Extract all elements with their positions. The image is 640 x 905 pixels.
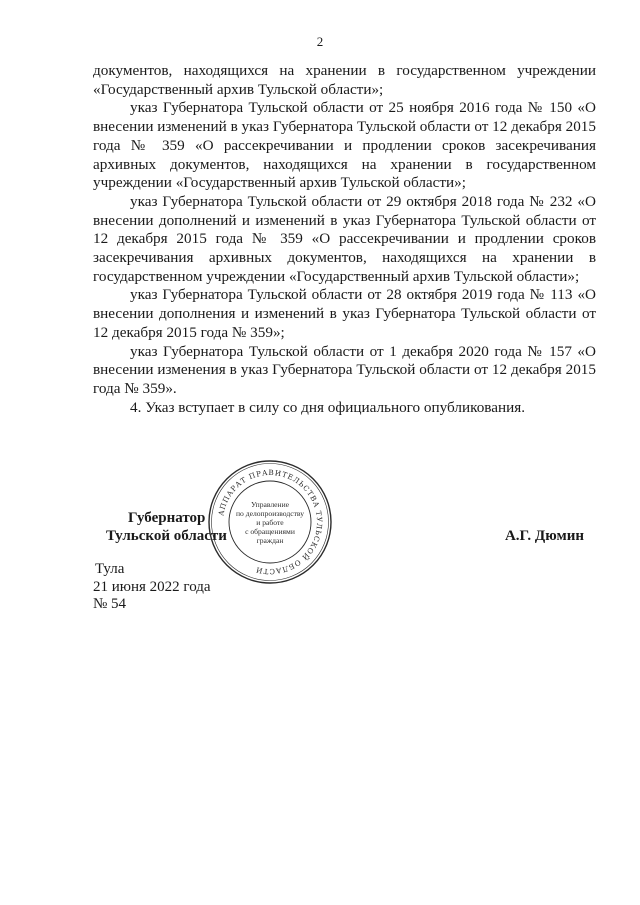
seal-center-line: граждан	[256, 536, 284, 545]
seal-center-line: Управление	[250, 500, 290, 509]
paragraph: указ Губернатора Тульской области от 29 октября 2018 года № 232 «О внесении дополнений и изменений в указ Губернатора Тульской области от 12 декабря 2015 года № 359 «О рассекречивании и продлении сроков засекречивания архивных документов, находящихся на хранении в государственном учреждении «Государственный архив Тульской области»;	[93, 192, 596, 285]
page-number: 2	[316, 34, 324, 49]
paragraph: указ Губернатора Тульской области от 1 декабря 2020 года № 157 «О внесении изменения в указ Губернатора Тульской области от 12 декабря 2015 года № 359».	[93, 342, 596, 397]
seal-center-line: и работе	[256, 518, 284, 527]
paragraph: 4. Указ вступает в силу со дня официального опубликования.	[130, 398, 526, 416]
paragraph: документов, находящихся на хранении в государственном учреждении «Государственный архив Тульской области»;	[93, 62, 596, 98]
place-date-block	[93, 561, 211, 614]
signatory-name: А.Г. Дюмин	[504, 528, 584, 544]
signature-block	[106, 508, 586, 568]
seal-center-line: по делопроизводству	[235, 509, 305, 518]
document-date: 21 июня 2022 года	[93, 578, 211, 595]
signatory-title-line2: Тульской области	[106, 528, 227, 544]
paragraph: указ Губернатора Тульской области от 25 ноября 2016 года № 150 «О внесении изменений в указ Губернатора Тульской области от 12 декабря 2015 года № 359 «О рассекречивании и продлении сроков засекречивания архивных документов, находящихся на хранении в государственном учреждении «Государственный архив Тульской области»;	[93, 99, 596, 192]
seal-center-line: с обращениями	[245, 527, 295, 536]
paragraph: указ Губернатора Тульской области от 28 октября 2019 года № 113 «О внесении дополнения и изменений в указ Губернатора Тульской области от 12 декабря 2015 года № 359»;	[93, 286, 596, 341]
seal-ring-text: АППАРАТ ПРАВИТЕЛЬСТВА ТУЛЬСКОЙ ОБЛАСТИ	[216, 467, 325, 577]
place: Тула	[95, 561, 125, 577]
document-number: № 54	[93, 596, 127, 613]
document-body	[93, 62, 596, 417]
official-seal-stamp	[207, 459, 333, 585]
signatory-title-line1: Губернатор	[128, 510, 206, 526]
